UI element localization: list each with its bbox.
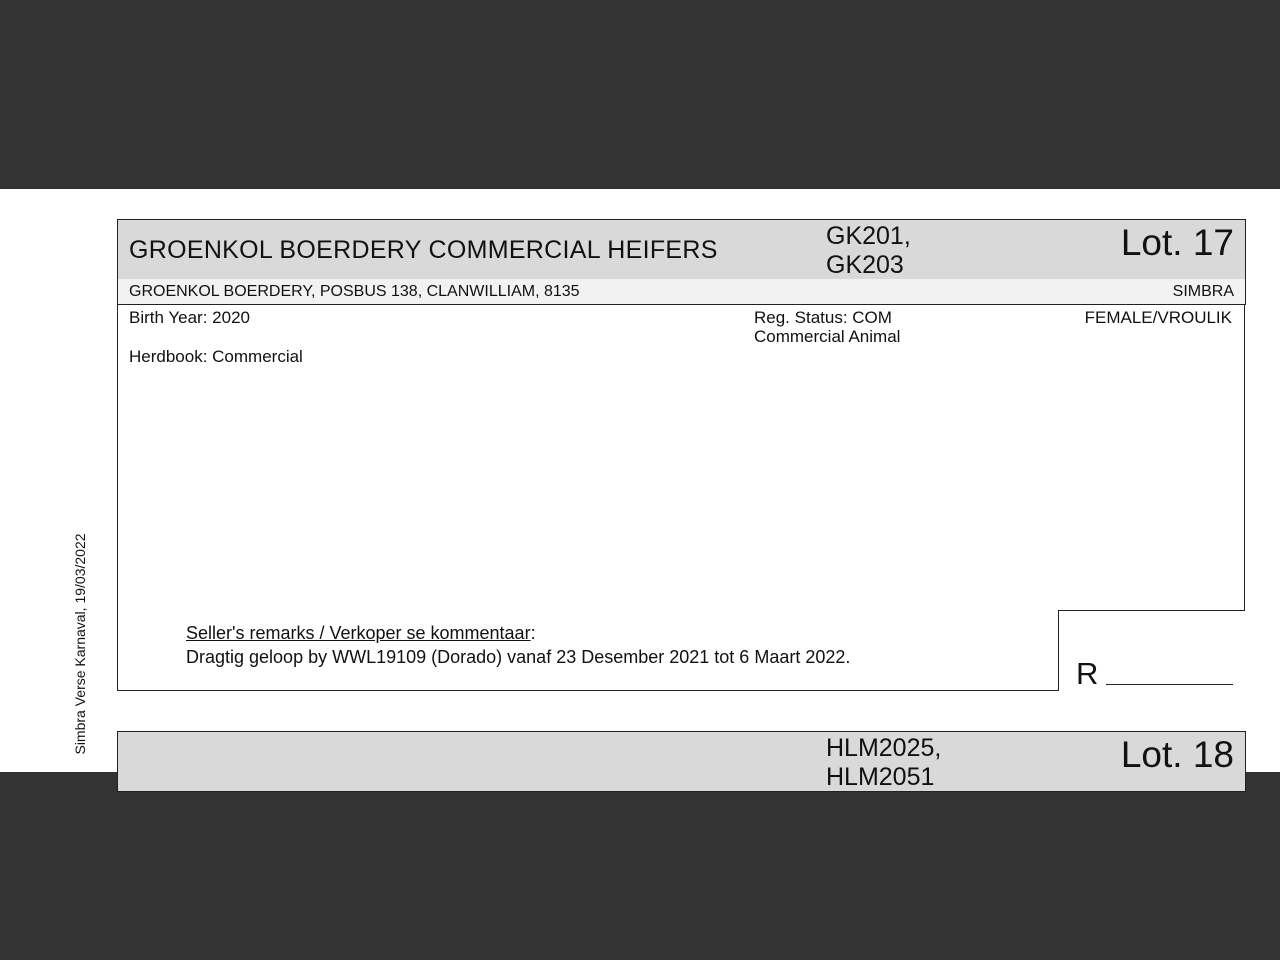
sex: FEMALE/VROULIK	[1084, 308, 1232, 327]
seller-address: GROENKOL BOERDERY, POSBUS 138, CLANWILLIAM, 8135	[129, 283, 580, 300]
animal-id-1: HLM2025,	[826, 734, 942, 762]
herdbook: Herdbook: Commercial	[129, 347, 303, 366]
lot-title: GROENKOL BOERDERY COMMERCIAL HEIFERS	[129, 236, 718, 264]
animal-id-1: GK201,	[826, 222, 911, 250]
lot-card-18	[117, 731, 1246, 811]
remarks-heading-colon: :	[530, 623, 536, 643]
card-border-right	[1244, 305, 1245, 610]
catalogue-side-label: Simbra Verse Karnaval, 19/03/2022	[72, 533, 88, 755]
card-border-bottom	[117, 690, 1059, 691]
remarks-heading-text: Seller's remarks / Verkoper se kommentaar	[186, 623, 531, 643]
lot-card-17	[117, 219, 1246, 692]
reg-status-description: Commercial Animal	[754, 327, 901, 346]
breed: SIMBRA	[1172, 283, 1234, 300]
price-currency: R	[1076, 656, 1099, 691]
animal-ids	[826, 734, 941, 792]
lot-number: Lot. 17	[1120, 222, 1234, 263]
price-box-border-top	[1058, 610, 1245, 611]
address-bar	[117, 279, 1246, 305]
reg-status: Reg. Status: COM	[754, 308, 892, 327]
animal-id-2: HLM2051	[826, 763, 935, 791]
animal-ids	[826, 222, 911, 280]
animal-id-2: GK203	[826, 251, 904, 279]
birth-year: Birth Year: 2020	[129, 308, 250, 327]
remarks-heading	[186, 623, 536, 644]
price-box-border-left	[1058, 610, 1059, 691]
price-blank-line	[1106, 684, 1233, 685]
lot-header	[117, 731, 1246, 792]
lot-number: Lot. 18	[1120, 734, 1234, 775]
seller-remarks: Dragtig geloop by WWL19109 (Dorado) vanaf 23 Desember 2021 tot 6 Maart 2022.	[186, 647, 851, 667]
catalogue-page	[0, 189, 1280, 791]
lot-header	[117, 219, 1246, 280]
